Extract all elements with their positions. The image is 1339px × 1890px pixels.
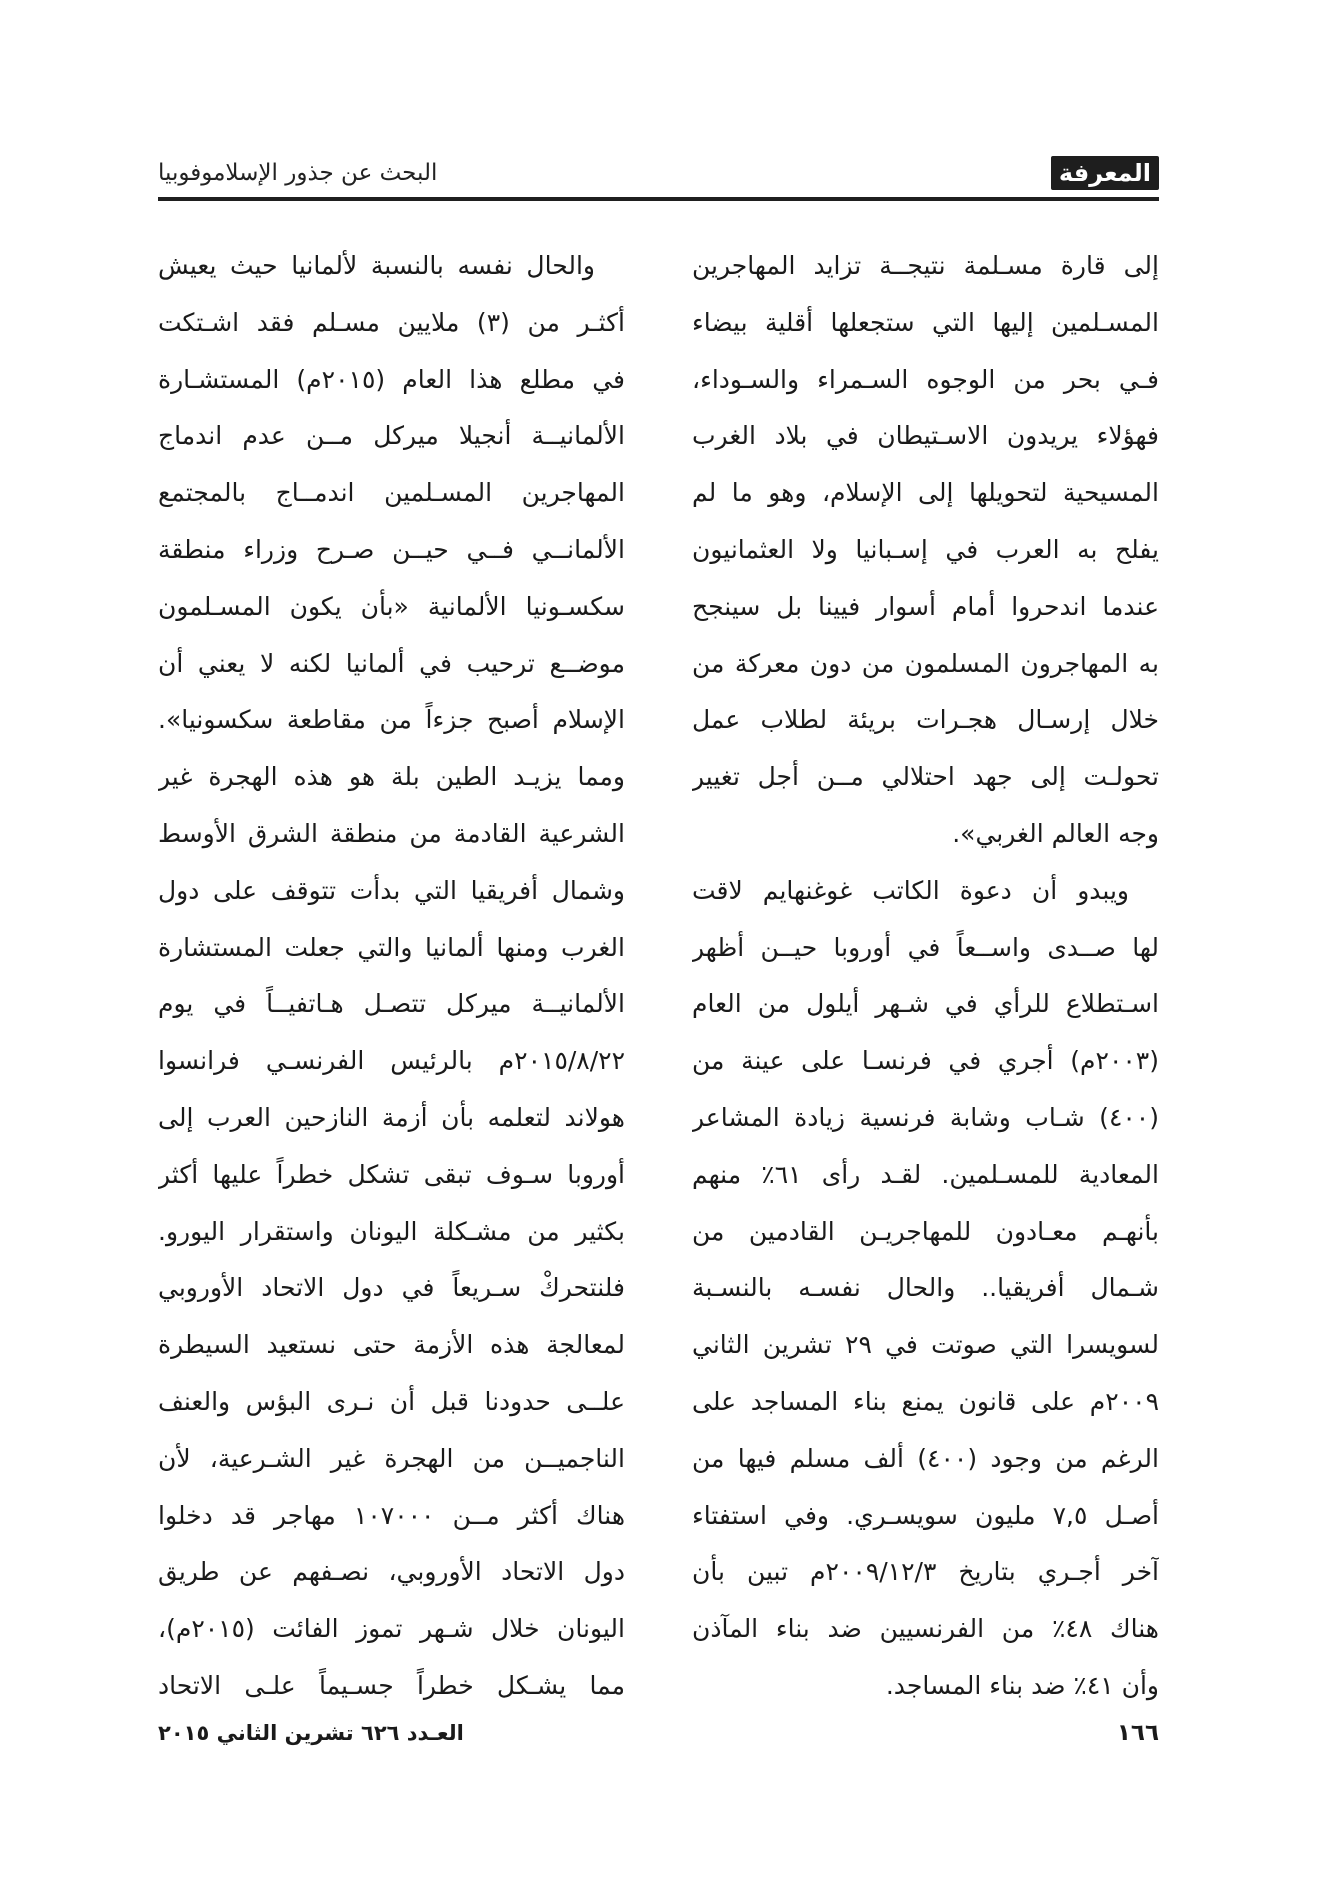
text-line: مما يشـكل خطراً جسـيماً علـى الاتحاد — [158, 1670, 625, 1700]
running-title: البحث عن جذور الإسلاموفوبيا — [158, 160, 438, 186]
text-line: في مطلع هذا العام (٢٠١٥م) المستشـارة — [158, 364, 625, 394]
text-line: الرغم من وجود (٤٠٠) ألف مسلم فيها من — [692, 1443, 1159, 1473]
text-line: هولاند لتعلمه بأن أزمة النازحين العرب إلى — [158, 1102, 625, 1132]
text-line: ٢٠١٥/٨/٢٢م بالرئيس الفرنسـي فرانسوا — [158, 1046, 625, 1076]
text-line: أكثـر من (٣) ملايين مسـلم فقد اشـتكت — [158, 307, 625, 337]
page-footer — [158, 1716, 1159, 1752]
header-divider — [158, 197, 1159, 201]
text-line: هناك أكثر مــن ١٠٧٠٠٠ مهاجر قد دخلوا — [158, 1500, 625, 1530]
text-line: ٢٠٠٩م على قانون يمنع بناء المساجد على — [692, 1386, 1159, 1416]
text-line: (٤٠٠) شـاب وشابة فرنسية زيادة المشاعر — [692, 1102, 1159, 1132]
text-line: فلنتحركْ سـريعاً في دول الاتحاد الأوروبي — [158, 1273, 625, 1303]
text-line: الغرب ومنها ألمانيا والتي جعلت المستشارة — [158, 932, 625, 962]
text-line: سكسـونيا الألمانية «بأن يكون المسـلمون — [158, 591, 625, 621]
text-line: إلى قارة مسـلمة نتيجــة تزايد المهاجرين — [692, 251, 1159, 280]
text-line: عندما اندحروا أمام أسوار فيينا بل سينجح — [692, 591, 1159, 621]
text-line: الألمانيــة ميركل تتصـل هـاتفيــاً في يوم — [158, 989, 625, 1019]
text-line: شـمال أفريقيا.. والحال نفسـه بالنسـبة — [692, 1273, 1159, 1303]
text-line: أصـل ٧,٥ مليون سويسـري. وفي استفتاء — [692, 1500, 1159, 1530]
text-line: بكثير من مشـكلة اليونان واستقرار اليورو. — [158, 1216, 625, 1246]
text-line: بأنهـم معـادون للمهاجريـن القادمين من — [692, 1216, 1159, 1246]
text-line: فهؤلاء يريدون الاسـتيطان في بلاد الغرب — [692, 421, 1159, 451]
text-line: لها صــدى واســعاً في أوروبا حيــن أظهر — [692, 932, 1159, 962]
text-line: المعادية للمسـلمين. لقـد رأى ٦١٪ منهم — [692, 1159, 1159, 1189]
text-line: المسيحية لتحويلها إلى الإسلام، وهو ما لم — [692, 478, 1159, 508]
magazine-logo: المعرفة — [1051, 156, 1159, 190]
text-line: علــى حدودنا قبل أن نـرى البؤس والعنف — [158, 1386, 625, 1416]
paragraph-start-line: والحال نفسه بالنسبة لألمانيا حيث يعيش — [158, 251, 595, 280]
issue-info: العـدد ٦٢٦ تشرين الثاني ٢٠١٥ — [158, 1721, 464, 1745]
text-line: لسويسرا التي صوتت في ٢٩ تشرين الثاني — [692, 1330, 1159, 1360]
text-line: لمعالجة هذه الأزمة حتى نستعيد السيطرة — [158, 1330, 625, 1360]
text-line: الشرعية القادمة من منطقة الشرق الأوسط — [158, 818, 625, 848]
text-line: اليونان خلال شـهر تموز الفائت (٢٠١٥م)، — [158, 1614, 625, 1644]
text-column-left — [158, 238, 625, 1715]
text-line: المهاجرين المسـلمين اندمــاج بالمجتمع — [158, 478, 625, 508]
text-line: يفلح به العرب في إسـبانيا ولا العثمانيون — [692, 534, 1159, 564]
text-line: آخر أجـري بتاريخ ٢٠٠٩/١٢/٣م تبين بأن — [692, 1557, 1159, 1587]
paragraph-end-line: وأن ٤١٪ ضد بناء المساجد. — [885, 1670, 1159, 1700]
text-line: اسـتطلاع للرأي في شـهر أيلول من العام — [692, 989, 1159, 1019]
text-line: موضــع ترحيب في ألمانيا لكنه لا يعني أن — [158, 648, 625, 678]
paragraph-start-line: ويبدو أن دعوة الكاتب غوغنهايم لاقت — [692, 875, 1129, 905]
text-line: أوروبا سـوف تبقى تشكل خطراً عليها أكثر — [158, 1159, 625, 1189]
text-line: الإسلام أصبح جزءاً من مقاطعة سكسونيا». — [158, 705, 625, 735]
text-line: وشمال أفريقيا التي بدأت تتوقف على دول — [158, 875, 625, 905]
text-line: تحولـت إلى جهد احتلالي مــن أجل تغيير — [692, 762, 1159, 792]
text-line: الألمانيــة أنجيلا ميركل مــن عدم اندماج — [158, 421, 625, 451]
text-line: فـي بحر من الوجوه السـمراء والسـوداء، — [692, 364, 1159, 394]
text-column-right — [692, 238, 1159, 1715]
text-line: دول الاتحاد الأوروبي، نصـفهم عن طريق — [158, 1557, 625, 1587]
text-line: الناجميــن من الهجرة غير الشـرعية، لأن — [158, 1443, 625, 1473]
text-line: المسـلمين إليها التي ستجعلها أقلية بيضاء — [692, 307, 1159, 337]
text-line: (٢٠٠٣م) أجري في فرنسـا على عينة من — [692, 1046, 1159, 1076]
paragraph-end-line: وجه العالم الغربي». — [952, 818, 1159, 848]
text-line: به المهاجرون المسلمون من دون معركة من — [692, 648, 1159, 678]
text-line: هناك ٤٨٪ من الفرنسيين ضد بناء المآذن — [692, 1614, 1159, 1644]
text-line: ومما يزيـد الطين بلة هو هذه الهجرة غير — [158, 762, 625, 792]
text-line: الألمانــي فــي حيــن صـرح وزراء منطقة — [158, 534, 625, 564]
text-line: خلال إرسـال هجـرات بريئة لطلاب عمل — [692, 705, 1159, 735]
page-header — [158, 150, 1159, 194]
page-number: ١٦٦ — [1116, 1720, 1159, 1746]
